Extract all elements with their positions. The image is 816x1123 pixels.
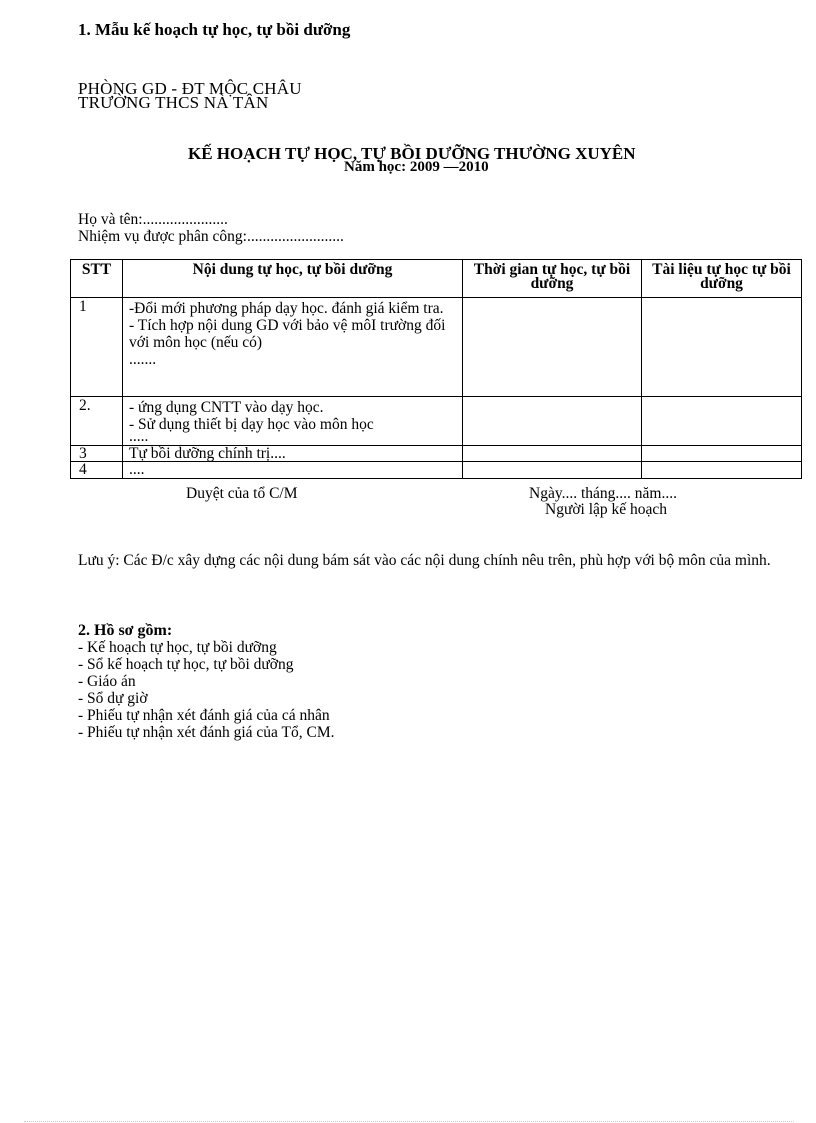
records-item: - Sổ kế hoạch tự học, tự bồi dưỡng — [78, 656, 294, 673]
school-year: Năm học: 2009 —2010 — [344, 159, 489, 175]
cell-time — [463, 397, 642, 446]
table-row — [71, 298, 802, 397]
cell-time — [463, 462, 642, 479]
cell-material — [642, 462, 802, 479]
content-line: -Đổi mới phương pháp dạy học. đánh giá kiểm tra. — [129, 300, 444, 317]
page-bottom-divider — [24, 1121, 794, 1122]
content-line: ..... — [129, 428, 149, 445]
content-line: .... — [129, 461, 145, 478]
cell-time — [463, 446, 642, 462]
cell-time — [463, 298, 642, 397]
cell-stt: 4 — [71, 462, 123, 479]
records-item: - Phiếu tự nhận xét đánh giá của Tổ, CM. — [78, 724, 335, 741]
table-row — [71, 397, 802, 446]
cell-content — [123, 397, 463, 446]
table-row — [71, 446, 802, 462]
cell-stt: 2. — [71, 397, 123, 446]
cell-content — [123, 298, 463, 397]
date-line: Ngày.... tháng.... năm.... — [529, 485, 677, 502]
task-field: Nhiệm vụ được phân công:......................... — [78, 228, 344, 245]
plan-table — [70, 259, 802, 479]
header-material: Tài liệu tự học tự bồi dưỡng — [642, 260, 802, 298]
cell-stt: 1 — [71, 298, 123, 397]
content-line: - Sử dụng thiết bị dạy học vào môn học — [129, 416, 374, 433]
cell-content — [123, 462, 463, 479]
cell-stt: 3 — [71, 446, 123, 462]
content-line: Tự bồi dưỡng chính trị.... — [129, 445, 286, 462]
cell-material — [642, 446, 802, 462]
table-row — [71, 462, 802, 479]
cell-material — [642, 298, 802, 397]
cell-content — [123, 446, 463, 462]
cell-material — [642, 397, 802, 446]
records-item: - Sổ dự giờ — [78, 690, 148, 707]
header-time: Thời gian tự học, tự bồi dưỡng — [463, 260, 642, 298]
approval-label: Duyệt của tổ C/M — [186, 485, 298, 502]
header-content: Nội dung tự học, tự bồi dưỡng — [123, 260, 463, 298]
org-line-department: PHÒNG GD - ĐT MỘC CHÂU — [78, 79, 302, 98]
header-stt: STT — [71, 260, 123, 298]
records-item: - Giáo án — [78, 673, 136, 690]
records-title: 2. Hồ sơ gồm: — [78, 622, 173, 639]
document-title: KẾ HOẠCH TỰ HỌC, TỰ BỒI DƯỠNG THƯỜNG XUYÊN — [188, 144, 636, 163]
content-line: ....... — [129, 351, 157, 368]
org-line-school: TRƯỜNG THCS NÀ TÂN — [78, 93, 269, 112]
table-header-row — [71, 260, 802, 298]
section-heading: 1. Mẫu kế hoạch tự học, tự bồi dưỡng — [78, 20, 351, 39]
plan-maker-label: Người lập kế hoạch — [545, 501, 668, 518]
records-item: - Kế hoạch tự học, tự bồi dưỡng — [78, 639, 277, 656]
note-paragraph: Lưu ý: Các Đ/c xây dựng các nội dung bám sát vào các nội dung chính nêu trên, phù hợp với bộ môn của mình. — [78, 552, 771, 569]
content-line: - Tích hợp nội dung GD với bảo vệ môI trường đối với môn học (nếu có) — [129, 317, 446, 351]
name-field: Họ và tên:...................... — [78, 211, 228, 228]
records-item: - Phiếu tự nhận xét đánh giá của cá nhân — [78, 707, 330, 724]
content-line: - ứng dụng CNTT vào dạy học. — [129, 399, 324, 416]
